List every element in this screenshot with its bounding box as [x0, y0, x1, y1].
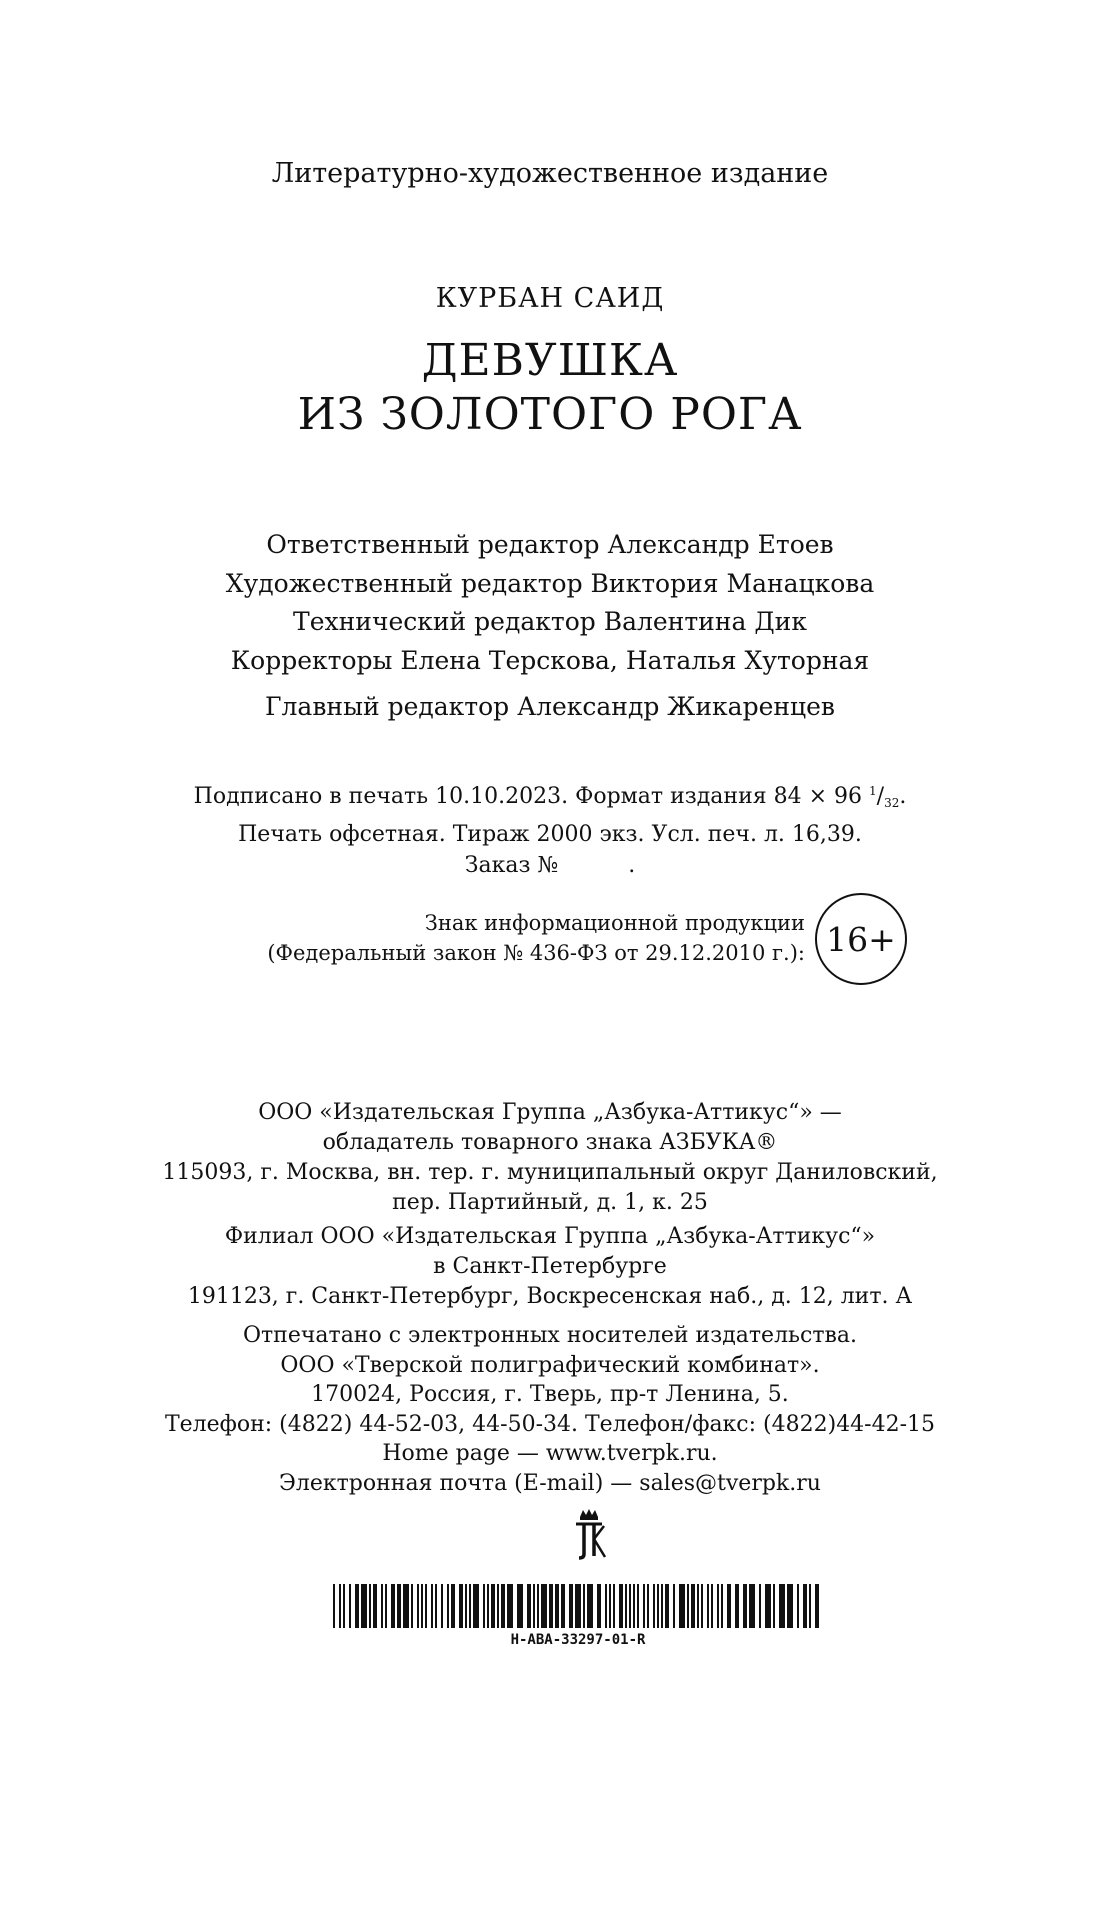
- format-numerator: 1: [869, 784, 877, 798]
- credit-line: Художественный редактор Виктория Манацкова: [225, 568, 875, 598]
- crown-monogram-icon: [571, 1508, 607, 1560]
- book-title-line: ДЕВУШКА: [421, 335, 679, 386]
- barcode-bar: [625, 1584, 627, 1628]
- barcode-bar: [425, 1584, 427, 1628]
- barcode-bar: [355, 1584, 359, 1628]
- barcode-bar: [501, 1584, 505, 1628]
- printer-line: Телефон: (4822) 44-52-03, 44-50-34. Телефон/факс: (4822)44-42-15: [164, 1411, 936, 1437]
- barcode-bar: [773, 1584, 775, 1628]
- order-label: Заказ №: [464, 853, 559, 878]
- barcode-bar: [381, 1584, 383, 1628]
- print-info-line: [0, 776, 1100, 819]
- barcode-bar: [673, 1584, 675, 1628]
- barcode-bar: [569, 1584, 573, 1628]
- barcode-bar: [487, 1584, 489, 1628]
- barcode-bar: [587, 1584, 593, 1628]
- barcode-bar: [797, 1584, 799, 1628]
- barcode-bar: [483, 1584, 485, 1628]
- publication-genre: Литературно-художественное издание: [271, 158, 829, 189]
- barcode-bar: [497, 1584, 499, 1628]
- format-denominator: 32: [884, 796, 900, 810]
- barcode-bar: [533, 1584, 535, 1628]
- printer-line: Home page — www.tverpk.ru.: [382, 1441, 718, 1466]
- barcode-bar: [527, 1584, 531, 1628]
- barcode-bar: [583, 1584, 585, 1628]
- barcode-bar: [605, 1584, 607, 1628]
- barcode-bar: [435, 1584, 437, 1628]
- barcode-bar: [803, 1584, 807, 1628]
- barcode-bar: [369, 1584, 371, 1628]
- publisher-line: пер. Партийный, д. 1, к. 25: [392, 1190, 708, 1215]
- printer-info: [0, 1321, 1100, 1498]
- barcode-bar: [597, 1584, 601, 1628]
- barcode-bar: [397, 1584, 401, 1628]
- barcode-bar: [707, 1584, 709, 1628]
- barcode-bar: [643, 1584, 645, 1628]
- barcode-bar: [339, 1584, 341, 1628]
- barcode-bar: [619, 1584, 623, 1628]
- branch-line: 191123, г. Санкт-Петербург, Воскресенская наб., д. 12, лит. А: [187, 1284, 913, 1309]
- barcode-bar: [447, 1584, 449, 1628]
- publisher-info: [0, 1098, 1100, 1218]
- credit-line: Корректоры Елена Терскова, Наталья Хуторная: [230, 645, 870, 675]
- age-rating-line: Знак информационной продукции: [424, 911, 805, 935]
- barcode-bar: [759, 1584, 761, 1628]
- barcode-bar: [349, 1584, 351, 1628]
- barcode-bar: [633, 1584, 635, 1628]
- barcode-bar: [421, 1584, 423, 1628]
- age-rating-line: (Федеральный закон № 436-ФЗ от 29.12.2010 г.):: [267, 941, 805, 965]
- branch-info: [0, 1222, 1100, 1312]
- barcode-bar: [613, 1584, 615, 1628]
- barcode-bar: [343, 1584, 345, 1628]
- barcode-bar: [491, 1584, 495, 1628]
- barcode-bar: [473, 1584, 479, 1628]
- barcode-bar: [697, 1584, 699, 1628]
- barcode-bar: [465, 1584, 467, 1628]
- book-author: КУРБАН САИД: [435, 283, 665, 314]
- barcode-bar: [549, 1584, 553, 1628]
- barcode-bar: [333, 1584, 335, 1628]
- barcode-bar: [657, 1584, 659, 1628]
- book-title: [0, 334, 1100, 442]
- order-end: .: [628, 853, 636, 878]
- barcode-bar: [701, 1584, 703, 1628]
- barcode-bar: [727, 1584, 731, 1628]
- barcode-bar: [609, 1584, 611, 1628]
- barcode-bar: [555, 1584, 559, 1628]
- barcode-bar: [507, 1584, 513, 1628]
- barcode-icon: [333, 1584, 823, 1628]
- printer-line: Электронная почта (E-mail) — sales@tverpk.ru: [279, 1470, 821, 1496]
- print-info-line: Печать офсетная. Тираж 2000 экз. Усл. печ. л. 16,39.: [238, 822, 862, 847]
- barcode-bar: [687, 1584, 689, 1628]
- barcode-bar: [451, 1584, 455, 1628]
- barcode-bar: [743, 1584, 747, 1628]
- barcode-bar: [717, 1584, 719, 1628]
- barcode-bar: [373, 1584, 377, 1628]
- publisher-line: 115093, г. Москва, вн. тер. г. муниципальный округ Даниловский,: [162, 1160, 938, 1185]
- barcode-bar: [537, 1584, 539, 1628]
- barcode-bar: [541, 1584, 547, 1628]
- age-rating-text: [267, 908, 805, 968]
- book-title-line: ИЗ ЗОЛОТОГО РОГА: [297, 389, 803, 440]
- print-info: [0, 776, 1100, 881]
- barcode-bar: [469, 1584, 471, 1628]
- print-info-end: .: [899, 784, 907, 809]
- printer-line: ООО «Тверской полиграфический комбинат».: [280, 1352, 820, 1378]
- order-number: [0, 850, 1100, 881]
- barcode-bar: [787, 1584, 793, 1628]
- print-info-text: Подписано в печать 10.10.2023. Формат издания 84 × 96: [193, 784, 870, 809]
- barcode-bar: [647, 1584, 649, 1628]
- printer-line: Отпечатано с электронных носителей издательства.: [242, 1323, 858, 1348]
- barcode-bar: [765, 1584, 771, 1628]
- credit-line: Технический редактор Валентина Дик: [293, 607, 807, 636]
- barcode-bar: [779, 1584, 785, 1628]
- barcode-bar: [385, 1584, 387, 1628]
- barcode-bar: [653, 1584, 655, 1628]
- barcode-bar: [637, 1584, 639, 1628]
- barcode-bar: [629, 1584, 631, 1628]
- barcode-bar: [815, 1584, 819, 1628]
- publisher-line: ООО «Издательская Группа „Азбука-Аттикус“» —: [258, 1100, 842, 1125]
- barcode-bar: [749, 1584, 755, 1628]
- barcode-bar: [441, 1584, 443, 1628]
- barcode-bar: [391, 1584, 395, 1628]
- barcode-bar: [361, 1584, 367, 1628]
- barcode-bar: [809, 1584, 811, 1628]
- barcode-bar: [661, 1584, 663, 1628]
- editorial-credits: [0, 526, 1100, 680]
- barcode-bar: [679, 1584, 685, 1628]
- barcode-bar: [691, 1584, 695, 1628]
- publisher-line: обладатель товарного знака АЗБУКА®: [322, 1130, 778, 1155]
- age-rating-badge: 16+: [815, 893, 907, 985]
- barcode-bar: [403, 1584, 409, 1628]
- barcode-bar: [459, 1584, 463, 1628]
- printer-line: 170024, Россия, г. Тверь, пр-т Ленина, 5.: [311, 1382, 789, 1407]
- branch-line: в Санкт-Петербурге: [433, 1254, 667, 1279]
- barcode-bar: [735, 1584, 739, 1628]
- branch-line: Филиал ООО «Издательская Группа „Азбука-Аттикус“»: [224, 1224, 876, 1249]
- barcode-bar: [665, 1584, 669, 1628]
- barcode-bar: [711, 1584, 713, 1628]
- barcode-bar: [431, 1584, 433, 1628]
- chief-editor: Главный редактор Александр Жикаренцев: [265, 692, 835, 721]
- barcode-bar: [517, 1584, 523, 1628]
- format-slash: /: [876, 784, 885, 809]
- barcode-bar: [575, 1584, 581, 1628]
- credit-line: Ответственный редактор Александр Етоев: [266, 530, 834, 559]
- barcode-bar: [721, 1584, 723, 1628]
- barcode-label: H-ABA-33297-01-R: [510, 1632, 646, 1648]
- barcode-bar: [417, 1584, 419, 1628]
- barcode-bar: [561, 1584, 565, 1628]
- barcode-bar: [411, 1584, 413, 1628]
